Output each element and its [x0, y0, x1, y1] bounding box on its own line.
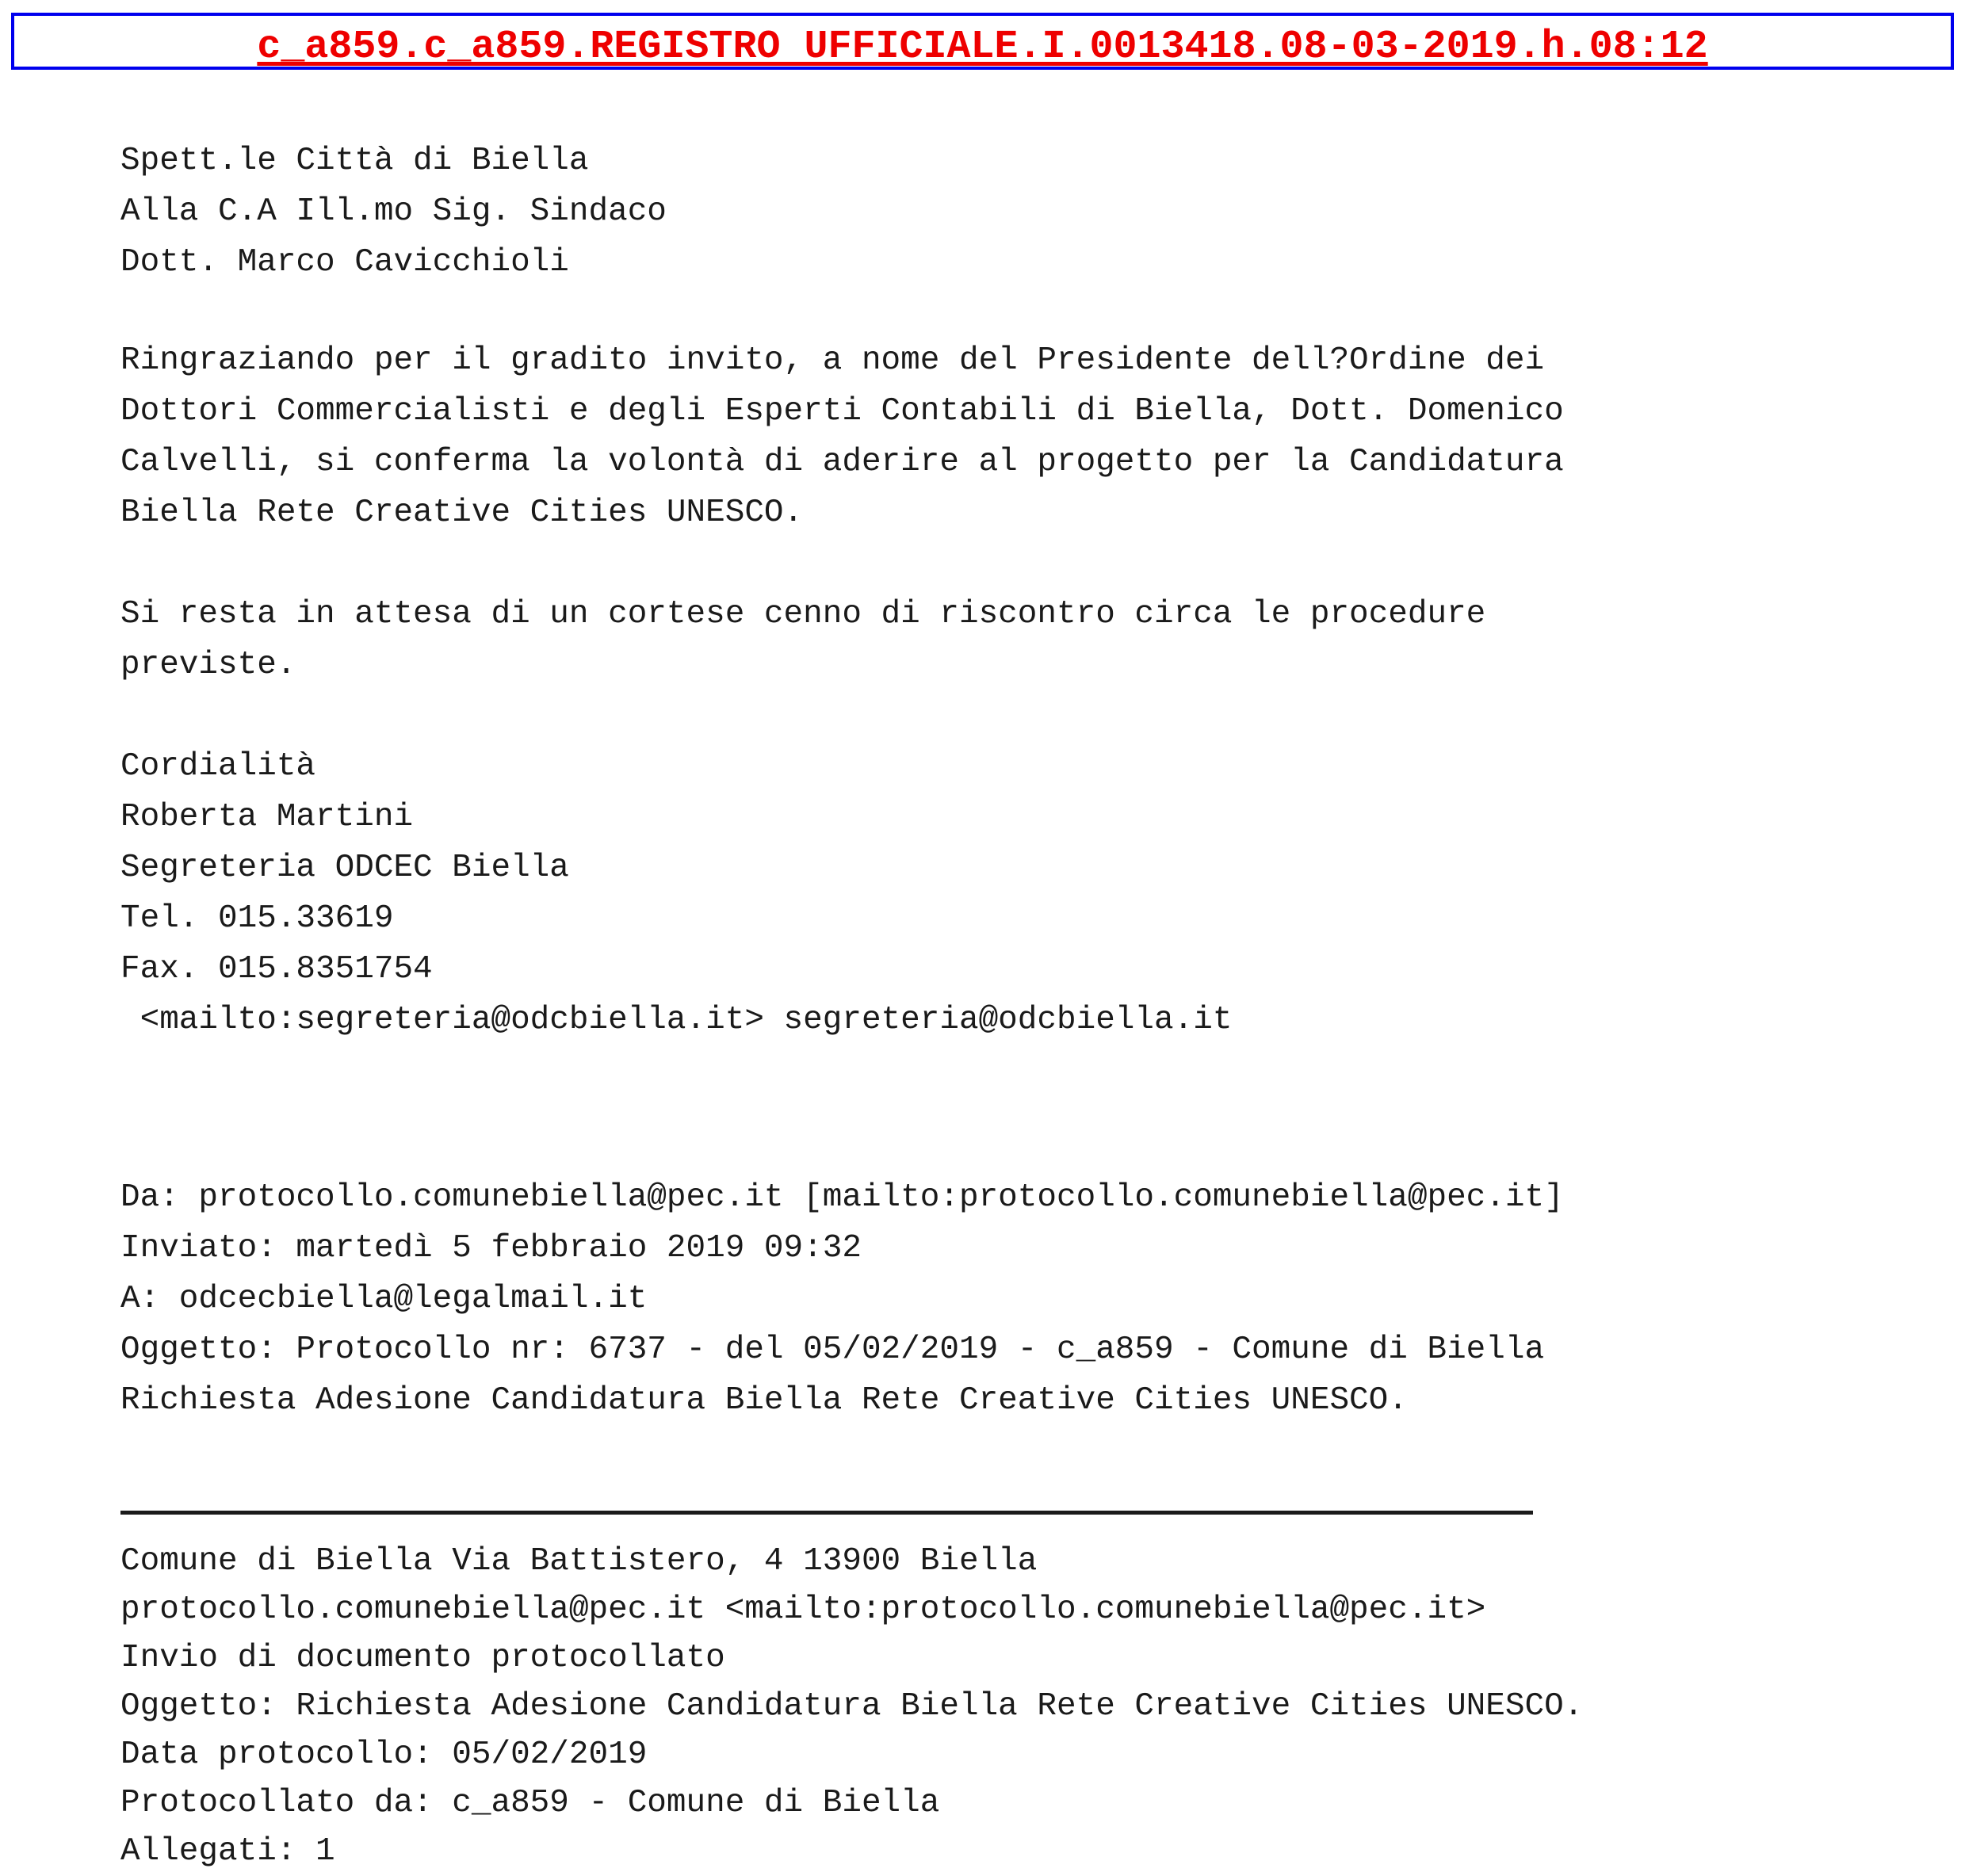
quoted-subject-continued: Richiesta Adesione Candidatura Biella Rete Creative Cities UNESCO.	[120, 1382, 1408, 1419]
quoted-to: A: odcecbiella@legalmail.it	[120, 1281, 648, 1317]
recipient-block	[120, 136, 1933, 288]
footer-registered-by: Protocollato da: c_a859 - Comune di Biella	[120, 1785, 940, 1821]
signature-fax: Fax. 015.8351754	[120, 951, 433, 988]
letter-body	[120, 136, 1933, 1876]
recipient-line: Alla C.A Ill.mo Sig. Sindaco	[120, 193, 667, 230]
recipient-line: Spett.le Città di Biella	[120, 143, 589, 179]
paragraph-awaiting-reply	[120, 589, 1933, 690]
recipient-line: Dott. Marco Cavicchioli	[120, 244, 569, 281]
protocol-footer-block	[120, 1538, 1933, 1876]
signature-block	[120, 741, 1933, 1045]
paragraph-line: Calvelli, si conferma la volontà di aderire al progetto per la Candidatura	[120, 444, 1564, 480]
footer-protocol-date: Data protocollo: 05/02/2019	[120, 1737, 648, 1773]
quoted-email-headers	[120, 1172, 1933, 1426]
quoted-sent: Inviato: martedì 5 febbraio 2019 09:32	[120, 1230, 862, 1267]
quoted-subject: Oggetto: Protocollo nr: 6737 - del 05/02/2019 - c_a859 - Comune di Biella	[120, 1332, 1545, 1368]
footer-subject: Oggetto: Richiesta Adesione Candidatura Biella Rete Creative Cities UNESCO.	[120, 1688, 1584, 1725]
protocol-stamp-box	[11, 13, 1954, 70]
footer-attachments: Allegati: 1	[120, 1833, 335, 1870]
paragraph-line: Si resta in attesa di un cortese cenno di riscontro circa le procedure	[120, 596, 1486, 632]
paragraph-line: Ringraziando per il gradito invito, a nome del Presidente dell?Ordine dei	[120, 342, 1545, 379]
horizontal-divider	[120, 1511, 1533, 1515]
paragraph-line: Dottori Commercialisti e degli Esperti Contabili di Biella, Dott. Domenico	[120, 393, 1564, 430]
footer-pec-address: protocollo.comunebiella@pec.it <mailto:protocollo.comunebiella@pec.it>	[120, 1591, 1486, 1628]
signature-org: Segreteria ODCEC Biella	[120, 850, 569, 886]
signature-tel: Tel. 015.33619	[120, 900, 394, 937]
signature-name: Roberta Martini	[120, 799, 414, 835]
paragraph-line: previste.	[120, 647, 296, 683]
footer-address: Comune di Biella Via Battistero, 4 13900 Biella	[120, 1543, 1038, 1580]
paragraph-line: Biella Rete Creative Cities UNESCO.	[120, 495, 804, 531]
quoted-from: Da: protocollo.comunebiella@pec.it [mailto:protocollo.comunebiella@pec.it]	[120, 1179, 1564, 1216]
protocol-stamp-text: c_a859.c_a859.REGISTRO UFFICIALE.I.0013418.08-03-2019.h.08:12	[257, 25, 1708, 70]
paragraph-thanks	[120, 335, 1933, 538]
footer-notice: Invio di documento protocollato	[120, 1640, 725, 1676]
signature-closing: Cordialità	[120, 748, 316, 785]
signature-email: <mailto:segreteria@odcbiella.it> segreteria@odcbiella.it	[120, 1002, 1233, 1038]
